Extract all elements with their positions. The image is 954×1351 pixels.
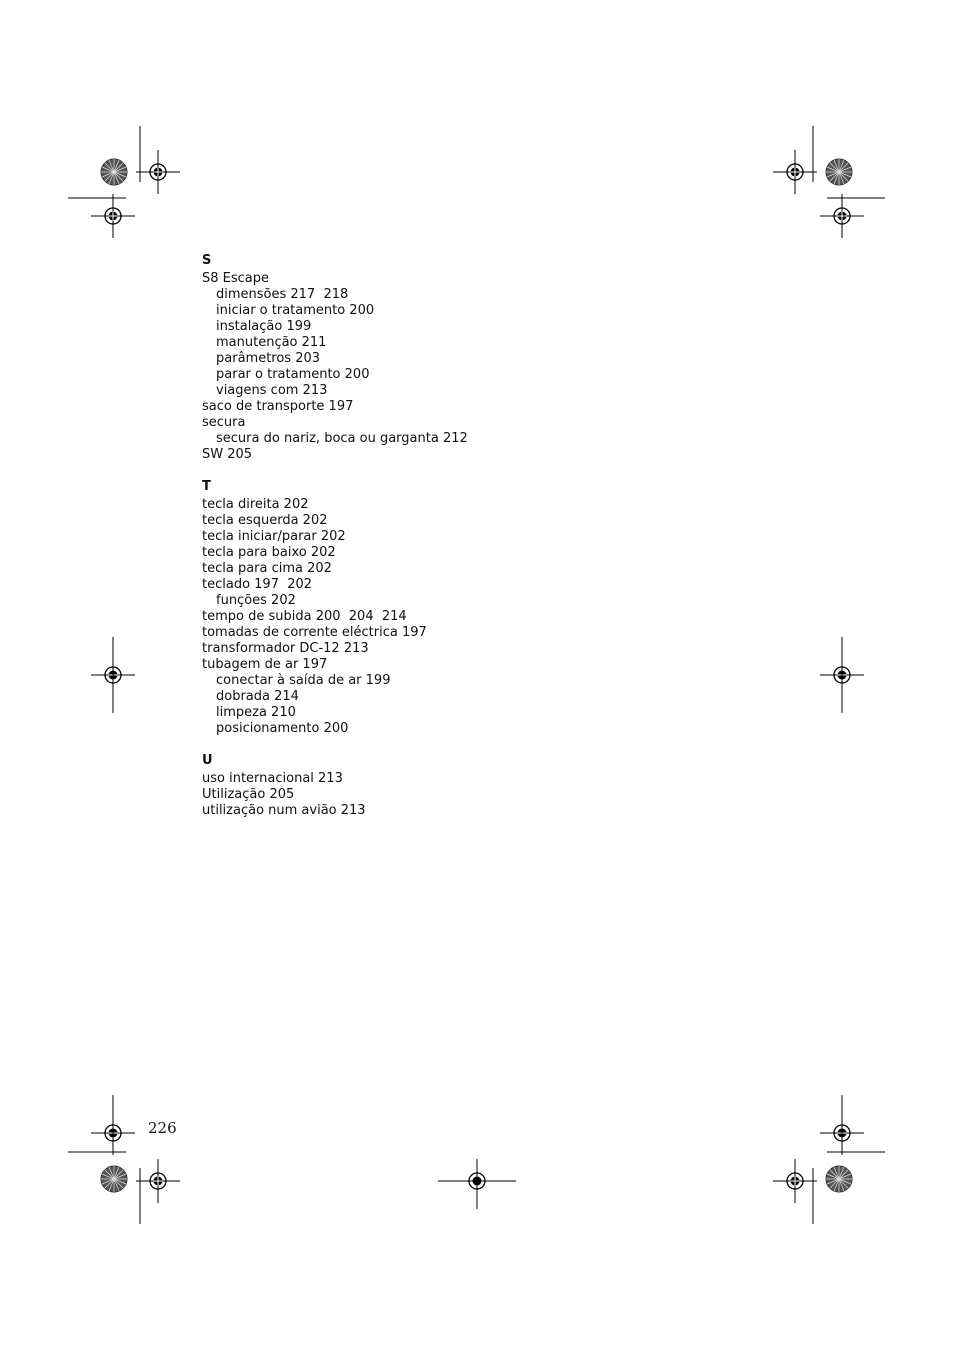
registration-mark-icon [773,1159,817,1203]
index-entry: tecla direita 202 [202,497,309,512]
index-list [202,253,468,835]
index-entry: S8 Escape [202,271,270,286]
index-subentry: funções 202 [216,593,296,608]
index-entry: saco de transporte 197 [202,399,354,414]
index-entry: SW 205 [202,447,253,462]
registration-mark-icon [136,150,180,194]
index-subentry: dimensões 217 218 [216,287,349,302]
index-subentry: posicionamento 200 [216,721,349,736]
index-subentry: limpeza 210 [216,705,296,720]
index-entry: tecla para baixo 202 [202,545,336,560]
index-entry: utilização num avião 213 [202,803,366,818]
index-subentry: conectar à saída de ar 199 [216,673,391,688]
registration-mark-icon [773,150,817,194]
index-subentry: iniciar o tratamento 200 [216,303,375,318]
index-entry: tecla iniciar/parar 202 [202,529,346,544]
index-subentry: instalação 199 [216,319,312,334]
index-entry: transformador DC-12 213 [202,641,369,656]
color-burst-icon [826,159,852,185]
index-subentry: dobrada 214 [216,689,299,704]
registration-mark-icon [820,194,864,238]
index-entry: tecla para cima 202 [202,561,332,576]
page-number: 226 [148,1119,177,1137]
index-entry: teclado 197 202 [202,577,313,592]
index-entry: Utilização 205 [202,787,295,802]
color-burst-icon [101,159,127,185]
index-entry: tomadas de corrente eléctrica 197 [202,625,427,640]
registration-mark-icon [136,1159,180,1203]
index-entry: tecla esquerda 202 [202,513,328,528]
index-subentry: parar o tratamento 200 [216,367,370,382]
index-subentry: secura do nariz, boca ou garganta 212 [216,431,468,446]
section-letter: U [202,753,213,768]
index-entry: secura [202,415,246,430]
color-burst-icon [101,1166,127,1192]
index-subentry: manutenção 211 [216,335,327,350]
color-burst-icon [826,1166,852,1192]
index-entry: tempo de subida 200 204 214 [202,609,407,624]
section-letter: T [202,479,211,494]
index-section-t [202,479,468,737]
section-letter: S [202,253,212,268]
index-subentry: viagens com 213 [216,383,328,398]
index-subentry: parâmetros 203 [216,351,321,366]
index-section-s [202,253,468,463]
index-entry: tubagem de ar 197 [202,657,328,672]
index-section-u [202,753,468,819]
registration-mark-icon [91,194,135,238]
index-entry: uso internacional 213 [202,771,343,786]
